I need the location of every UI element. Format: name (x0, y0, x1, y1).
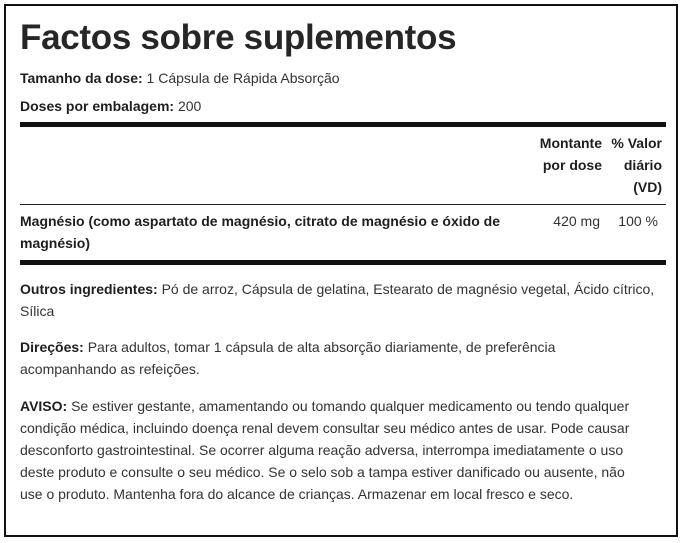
dv-header-line1: % Valor (611, 135, 662, 151)
warning-text1: Se estiver gestante, amamentando ou tomando qualquer medicamento ou tendo qualquer (71, 398, 630, 414)
servings-per-container-row (20, 98, 201, 114)
dv-header-line2: diário (623, 157, 662, 173)
other-ingredients-label: Outros ingredientes: (20, 281, 158, 297)
directions-line1 (20, 336, 670, 358)
nutrient-name (20, 210, 520, 254)
nutrient-name-line2: magnésio) (20, 235, 91, 251)
header-divider-thin (20, 204, 666, 205)
warning-label: AVISO: (20, 398, 68, 414)
supplement-facts-panel (4, 4, 678, 537)
other-ingredients (20, 278, 670, 322)
table-bottom-divider-thick (20, 260, 666, 265)
servings-per-container-label: Doses por embalagem: (20, 98, 175, 114)
other-ingredients-text1: Pó de arroz, Cápsula de gelatina, Estearato de magnésio vegetal, Ácido cítrico, (161, 281, 655, 297)
dv-header-line3: (VD) (633, 179, 662, 195)
directions-text2: acompanhando as refeições. (20, 361, 200, 377)
nutrient-name-line1: Magnésio (como aspartato de magnésio, citrato de magnésio e óxido de (20, 213, 500, 229)
amount-header-line2: por dose (542, 157, 602, 173)
warning (20, 395, 670, 505)
header-divider-thick (20, 122, 666, 127)
warning-text5: use o produto. Mantenha fora do alcance de crianças. Armazenar em local fresco e seco. (20, 486, 574, 502)
amount-per-serving-header (526, 132, 602, 176)
serving-size-row (20, 70, 340, 86)
warning-line1 (20, 395, 670, 417)
directions-text1: Para adultos, tomar 1 cápsula de alta absorção diariamente, de preferência (87, 339, 556, 355)
panel-title: Factos sobre suplementos (20, 18, 457, 57)
directions-label: Direções: (20, 339, 84, 355)
amount-header-line1: Montante (539, 135, 602, 151)
other-ingredients-line1 (20, 278, 670, 300)
warning-text2: condição médica, incluindo doença renal devem consultar seu médico antes de usar. Pode causar (20, 420, 630, 436)
warning-text4: deste produto e consulte o seu médico. Se o selo sob a tampa estiver danificado ou ausente, não (20, 464, 625, 480)
warning-text3: desconforto gastrointestinal. Se ocorrer alguma reação adversa, interrompa imediatamente o uso (20, 442, 624, 458)
directions (20, 336, 670, 380)
serving-size-value: 1 Cápsula de Rápida Absorção (146, 70, 340, 86)
daily-value-header (604, 132, 662, 198)
other-ingredients-text2: Sílica (20, 303, 55, 319)
nutrient-daily-value: 100 % (618, 213, 658, 229)
servings-per-container-value: 200 (177, 98, 202, 114)
serving-size-label: Tamanho da dose: (20, 70, 143, 86)
nutrient-amount: 420 mg (553, 213, 600, 229)
